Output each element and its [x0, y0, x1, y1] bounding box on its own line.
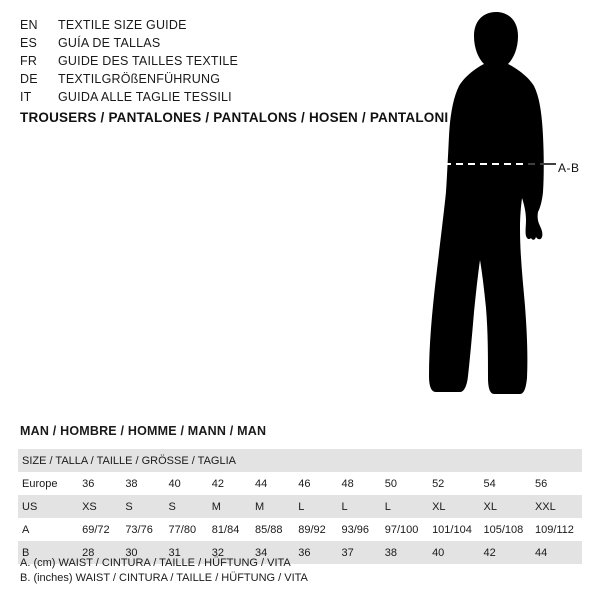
figure-silhouette	[398, 6, 598, 406]
row-label-a: A	[18, 518, 78, 541]
cell-b-10: 44	[531, 541, 582, 564]
language-text-de: TEXTILGRÖßENFÜHRUNG	[58, 72, 221, 86]
table-row	[18, 449, 582, 472]
cell-europe-4: 44	[251, 472, 294, 495]
measure-label-ab: A-B	[558, 161, 580, 175]
cell-b-8: 40	[428, 541, 479, 564]
language-text-es: GUÍA DE TALLAS	[58, 36, 161, 50]
cell-a-0: 69/72	[78, 518, 121, 541]
cell-europe-8: 52	[428, 472, 479, 495]
row-label-size: SIZE / TALLA / TAILLE / GRÖSSE / TAGLIA	[18, 449, 582, 472]
language-code-en: EN	[20, 18, 38, 32]
silhouette-icon	[398, 6, 598, 406]
cell-us-1: S	[121, 495, 164, 518]
cell-b-2: 31	[165, 541, 208, 564]
cell-a-4: 85/88	[251, 518, 294, 541]
language-code-es: ES	[20, 36, 38, 50]
cell-us-5: L	[294, 495, 337, 518]
cell-a-10: 109/112	[531, 518, 582, 541]
cell-us-4: M	[251, 495, 294, 518]
cell-a-7: 97/100	[381, 518, 428, 541]
cell-b-0: 28	[78, 541, 121, 564]
language-row-fr	[20, 54, 400, 72]
cell-a-9: 105/108	[480, 518, 531, 541]
cell-b-4: 34	[251, 541, 294, 564]
table-row	[18, 495, 582, 518]
cell-a-6: 93/96	[337, 518, 380, 541]
language-row-es	[20, 36, 400, 54]
cell-a-8: 101/104	[428, 518, 479, 541]
cell-europe-6: 48	[337, 472, 380, 495]
footnotes	[20, 556, 308, 586]
language-text-it: GUIDA ALLE TAGLIE TESSILI	[58, 90, 232, 104]
cell-us-7: L	[381, 495, 428, 518]
cell-europe-0: 36	[78, 472, 121, 495]
table-row	[18, 518, 582, 541]
cell-b-6: 37	[337, 541, 380, 564]
cell-europe-5: 46	[294, 472, 337, 495]
language-code-fr: FR	[20, 54, 38, 68]
cell-b-9: 42	[480, 541, 531, 564]
cell-us-10: XXL	[531, 495, 582, 518]
cell-a-5: 89/92	[294, 518, 337, 541]
cell-us-9: XL	[480, 495, 531, 518]
row-label-us: US	[18, 495, 78, 518]
footnote-a: A. (cm) WAIST / CINTURA / TAILLE / HÜFTUNG / VITA	[20, 557, 291, 569]
row-label-europe: Europe	[18, 472, 78, 495]
language-row-de	[20, 72, 400, 90]
cell-europe-2: 40	[165, 472, 208, 495]
size-table	[18, 449, 582, 564]
cell-a-2: 77/80	[165, 518, 208, 541]
cell-us-6: L	[337, 495, 380, 518]
language-text-en: TEXTILE SIZE GUIDE	[58, 18, 187, 32]
cell-europe-10: 56	[531, 472, 582, 495]
cell-a-3: 81/84	[208, 518, 251, 541]
section-title: TROUSERS / PANTALONES / PANTALONS / HOSEN / PANTALONI	[20, 110, 449, 125]
cell-us-3: M	[208, 495, 251, 518]
cell-b-1: 30	[121, 541, 164, 564]
cell-b-7: 38	[381, 541, 428, 564]
table-row	[18, 472, 582, 495]
cell-europe-3: 42	[208, 472, 251, 495]
language-code-de: DE	[20, 72, 38, 86]
cell-b-3: 32	[208, 541, 251, 564]
cell-europe-7: 50	[381, 472, 428, 495]
cell-us-0: XS	[78, 495, 121, 518]
footnote-b: B. (inches) WAIST / CINTURA / TAILLE / HÜFTUNG / VITA	[20, 572, 308, 584]
language-code-it: IT	[20, 90, 32, 104]
cell-us-2: S	[165, 495, 208, 518]
language-text-fr: GUIDE DES TAILLES TEXTILE	[58, 54, 239, 68]
row-label-b: B	[18, 541, 78, 564]
language-header-block	[20, 18, 400, 108]
language-row-it	[20, 90, 400, 108]
cell-europe-9: 54	[480, 472, 531, 495]
cell-europe-1: 38	[121, 472, 164, 495]
cell-a-1: 73/76	[121, 518, 164, 541]
language-row-en	[20, 18, 400, 36]
cell-us-8: XL	[428, 495, 479, 518]
cell-b-5: 36	[294, 541, 337, 564]
table-group-title: MAN / HOMBRE / HOMME / MANN / MAN	[20, 424, 267, 438]
